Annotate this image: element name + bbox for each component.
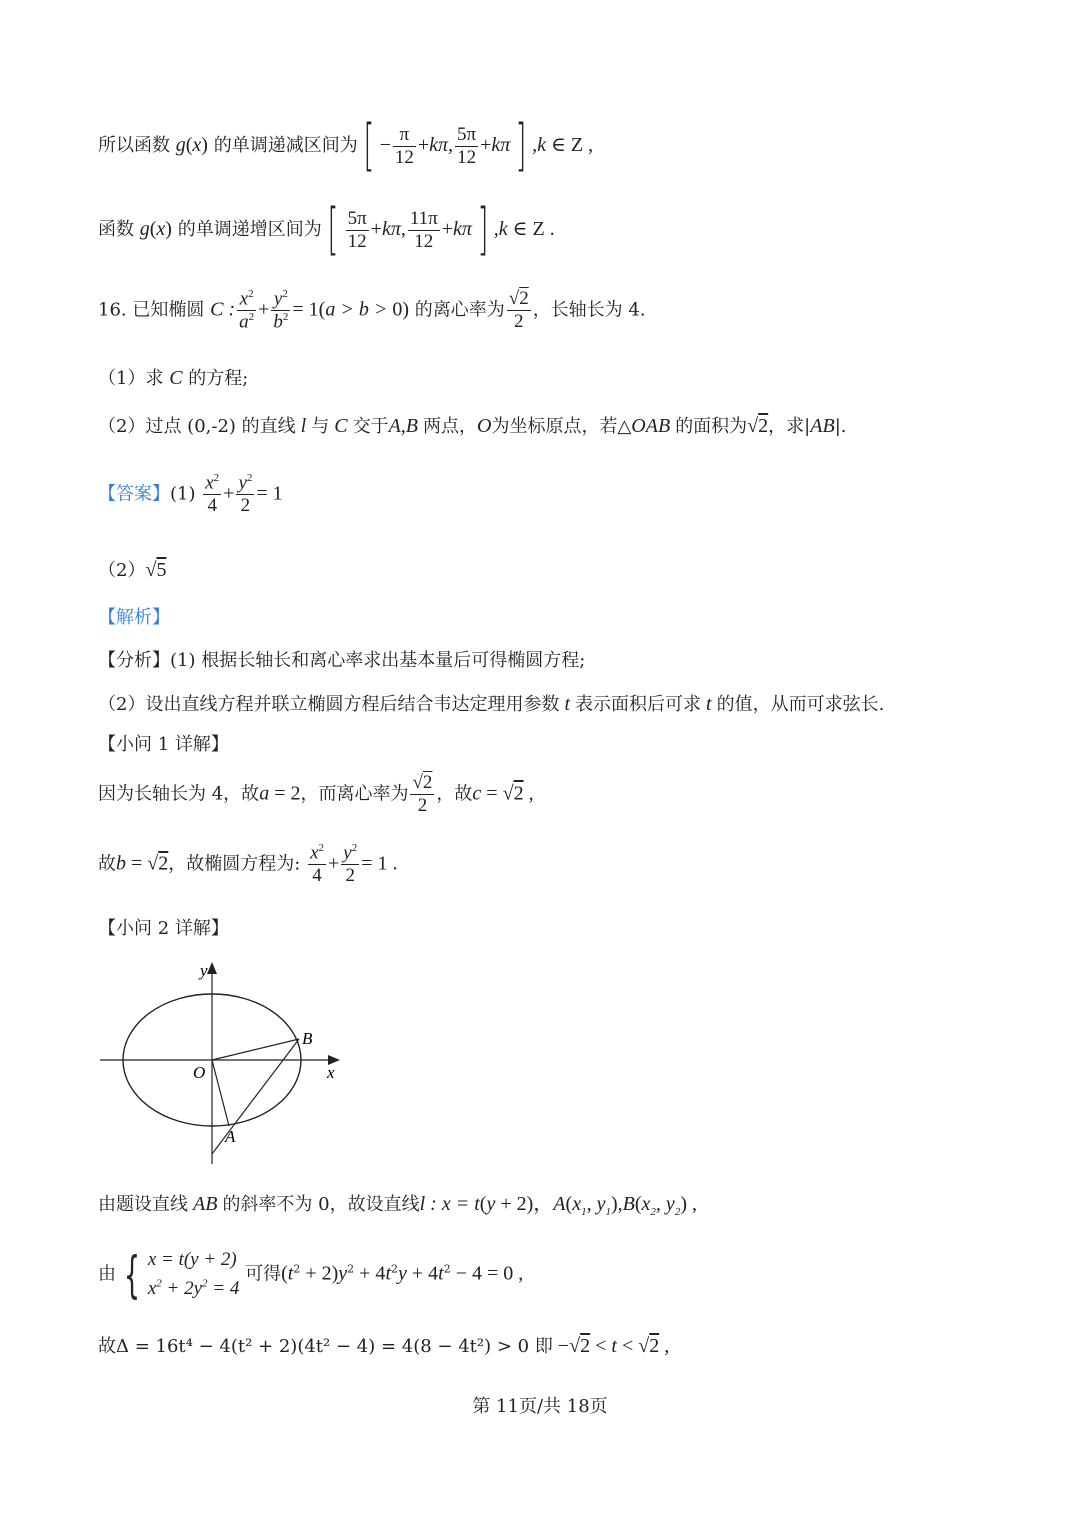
text: 【小问 1 详解】 xyxy=(98,734,229,755)
part2-question: （2）过点 (0,-2) 的直线 l 与 C 交于A,B 两点，O为坐标原点，若△OAB 的面积为√2，求|AB|. xyxy=(98,415,847,437)
sol-line-1: 由题设直线 AB 的斜率不为 0，故设直线l : x = t(y + 2)，$A(x_1$, $y_1),B(x_2$, $y_2$) , xyxy=(98,1193,697,1218)
text: 的值，从而可求弦长. xyxy=(716,694,885,715)
sol-line-3: 故Δ = 16t⁴ − 4(t² + 2)(4t² − 4) = 4(8 − 4t²) > 0 即 −√2 < t < √2 , xyxy=(98,1335,670,1357)
q1-line-1: 因为长轴长为 4，故a = 2，而离心率为 $\frac{√2}{2}$ ，故c = √2 , xyxy=(98,772,534,816)
text: 的离心率为 xyxy=(414,299,505,321)
ellipse-figure xyxy=(96,956,346,1168)
q1-heading xyxy=(98,734,229,756)
answer-line-2: （2）√5 xyxy=(98,559,167,581)
text: 的单调递增区间为 xyxy=(177,219,322,240)
fenxi-line-2: （2）设出直线方程并联立椭圆方程后结合韦达定理用参数 t 表示面积后可求 t 的值，从而可求弦长. xyxy=(98,693,885,715)
segment-OA xyxy=(212,1060,229,1126)
answer-tag: 【答案】 xyxy=(98,483,170,505)
text: 两点， xyxy=(423,416,477,437)
text: ，故 xyxy=(436,783,473,805)
text: 由 xyxy=(98,1263,116,1285)
text: 【小问 2 详解】 xyxy=(98,918,229,939)
text: (1) xyxy=(170,483,196,505)
analysis-tag xyxy=(98,607,170,629)
label-O: O xyxy=(193,1063,206,1082)
text: 因为长轴长为 4，故 xyxy=(98,783,260,805)
q2-heading xyxy=(98,918,229,940)
text: 已知椭圆 xyxy=(132,299,205,321)
text: 的单调递减区间为 xyxy=(213,135,358,156)
text: |. xyxy=(834,416,847,437)
text: ，长轴长为 4. xyxy=(532,299,646,321)
text: 的方程; xyxy=(188,368,249,389)
label-x: x xyxy=(327,1063,335,1082)
text: （2） xyxy=(98,560,146,581)
increasing-interval-line: 函数 g(x) 的单调递增区间为[ $\frac{5\pi}{12}$ +kπ, $\frac{11\pi}{12}$ +kπ] ,k ∈ Z . xyxy=(98,197,555,262)
text: (1) 根据长轴长和离心率求出基本量后可得椭圆方程; xyxy=(170,650,586,671)
text: 与 xyxy=(311,416,330,437)
text: ，求| xyxy=(768,416,811,437)
text: 为坐标原点，若△ xyxy=(491,416,632,437)
q1-line-2: 故b = √2，故椭圆方程为: $\frac{x^2}{4}$ + $\frac{y^2}{2}$ = 1 . xyxy=(98,842,398,887)
page-footer: 第 11页/共 18页 xyxy=(472,1396,608,1417)
text: 函数 xyxy=(98,219,134,240)
text: 【分析】 xyxy=(98,650,170,671)
text: ，故椭圆方程为: xyxy=(168,853,301,875)
text: 的面积为 xyxy=(675,416,748,437)
label-y: y xyxy=(200,961,208,980)
decreasing-interval-line: 所以函数 g(x) 的单调递减区间为[ − $\frac{\pi}{12}$ +kπ, $\frac{5\pi}{12}$ +kπ] ,k ∈ Z , xyxy=(98,113,594,178)
answer-line-1: 【答案】(1) $\frac{x^2}{4}$ + $\frac{y^2}{2}$ = 1 xyxy=(98,472,283,517)
part1-question: （1）求 C 的方程; xyxy=(98,367,249,389)
text: 表示面积后可求 xyxy=(575,694,702,715)
sol-line-2: 由 { x = t(y + 2) $x^2 + 2y^2 = 4$ 可得$(t^2 + 2)y^2 + 4t^2y + 4t^2 - 4 = 0$ , xyxy=(98,1245,524,1304)
text: 的斜率不为 0，故设直线 xyxy=(222,1194,420,1215)
text: ，而离心率为 xyxy=(300,783,409,805)
label-A: A xyxy=(225,1127,236,1146)
question-number: 16. xyxy=(98,299,127,321)
text: 由题设直线 xyxy=(98,1194,188,1215)
text: 所以函数 xyxy=(98,135,170,156)
text: 故Δ = 16t⁴ − 4(t² + 2)(4t² − 4) = 4(8 − 4t²) > 0 即 xyxy=(98,1336,553,1357)
label-B: B xyxy=(302,1029,313,1048)
fenxi-line-1 xyxy=(98,650,585,672)
text: 交于 xyxy=(352,416,389,437)
y-axis-arrow xyxy=(207,962,217,974)
text: （2）设出直线方程并联立椭圆方程后结合韦达定理用参数 xyxy=(98,694,560,715)
text: 可得 xyxy=(245,1263,282,1285)
question-16: 16. 已知椭圆 C : $\frac{x^2}{a^2}$ + $\frac{y^2}{b^2}$ = 1(a > b > 0) 的离心率为 $\frac{√2}{2}$ ，长轴长为 4. xyxy=(98,288,646,333)
text: 【解析】 xyxy=(98,607,170,628)
text: （1）求 xyxy=(98,368,164,389)
text: 故 xyxy=(98,853,116,875)
text: （2）过点 (0,-2) 的直线 xyxy=(98,416,296,437)
